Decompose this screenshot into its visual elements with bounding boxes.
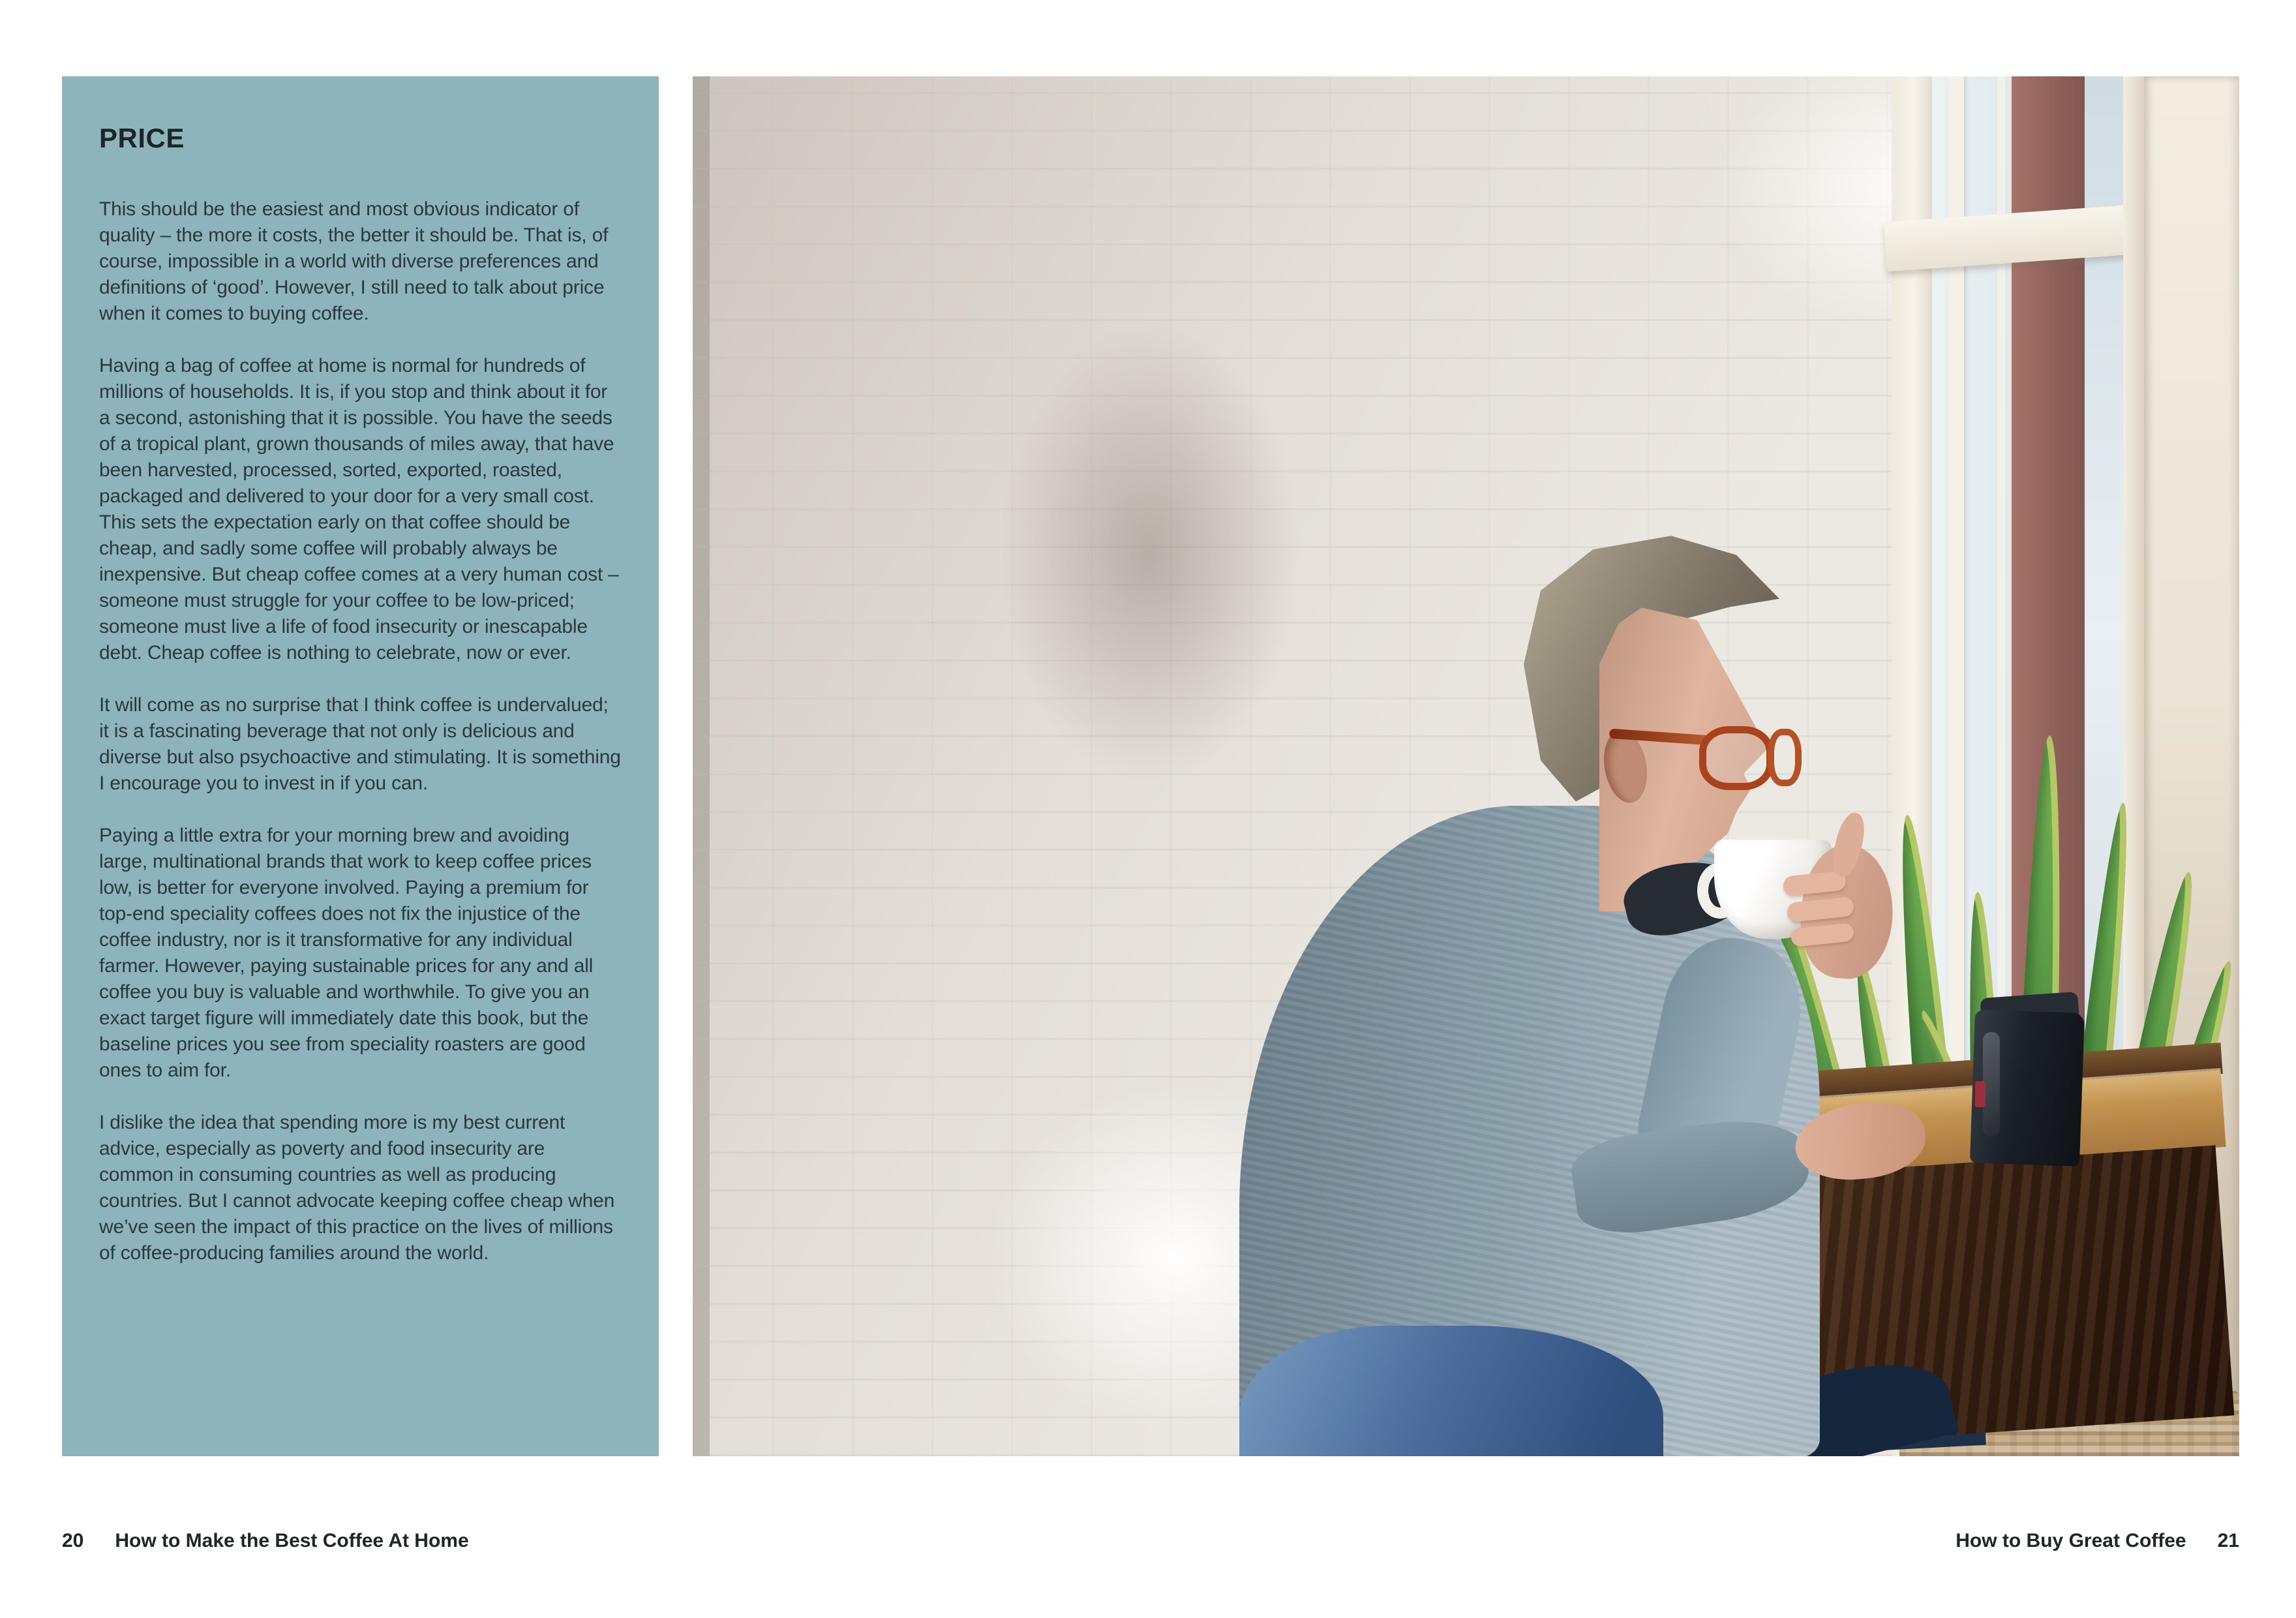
price-text-panel xyxy=(62,76,659,1456)
coffee-bag-label xyxy=(1975,1081,1986,1107)
glasses-lens xyxy=(1768,729,1802,786)
photo-man-drinking-coffee xyxy=(693,76,2239,1456)
page-number-left: 20 xyxy=(62,1530,84,1551)
footer-right xyxy=(1956,1530,2239,1552)
body-paragraph: Paying a little extra for your morning brew and avoiding large, multinational brands that work to keep coffee prices low, is better for everyone involved. Paying a premium for top-end speciality coffees does not fix the injustice of the coffee industry, nor is it transformative for any individual farmer. However, paying sustainable prices for any and all coffee you buy is valuable and worthwhile. To give you an exact target figure will immediately date this book, but the baseline prices you see from speciality roasters are good ones to aim for. xyxy=(99,825,594,1081)
section-heading: PRICE xyxy=(99,123,185,153)
glasses-lens xyxy=(1699,726,1774,790)
body-paragraph: Having a bag of coffee at home is normal for hundreds of millions of households. It is, if you stop and think about it for a second, astonishing that it is possible. You have the seeds of a tropical plant, grown thousands of miles away, that have been harvested, processed, sorted, exported, roasted, packaged and delivered to your door for a very small cost. This sets the expectation early on that coffee should be cheap, and sadly some coffee will probably always be inexpensive. But cheap coffee comes at a very human cost – someone must struggle for your coffee to be low-priced; someone must live a life of food insecurity or inescapable debt. Cheap coffee is nothing to celebrate, now or ever. xyxy=(99,355,619,664)
running-title-right: How to Buy Great Coffee xyxy=(1956,1530,2186,1551)
running-title-left: How to Make the Best Coffee At Home xyxy=(115,1530,469,1551)
body-paragraph: This should be the easiest and most obvious indicator of quality – the more it costs, the better it should be. That is, of course, impossible in a world with diverse preferences and definitions of ‘good’. However, I still need to talk about price when it comes to buying coffee. xyxy=(99,198,609,324)
page-number-right: 21 xyxy=(2217,1530,2239,1551)
body-paragraph: It will come as no surprise that I think coffee is undervalued; it is a fascinating beverage that not only is delicious and diverse but also psychoactive and stimulating. It is something I encourage you to invest in if you can. xyxy=(99,694,621,794)
footer-left xyxy=(62,1530,469,1552)
body-paragraph: I dislike the idea that spending more is my best current advice, especially as poverty and food insecurity are common in consuming countries as well as producing countries. But I cannot advocate keeping coffee cheap when we’ve seen the impact of this practice on the lives of millions of coffee-producing families around the world. xyxy=(99,1112,615,1264)
soft-wall-shadow xyxy=(941,233,1358,872)
